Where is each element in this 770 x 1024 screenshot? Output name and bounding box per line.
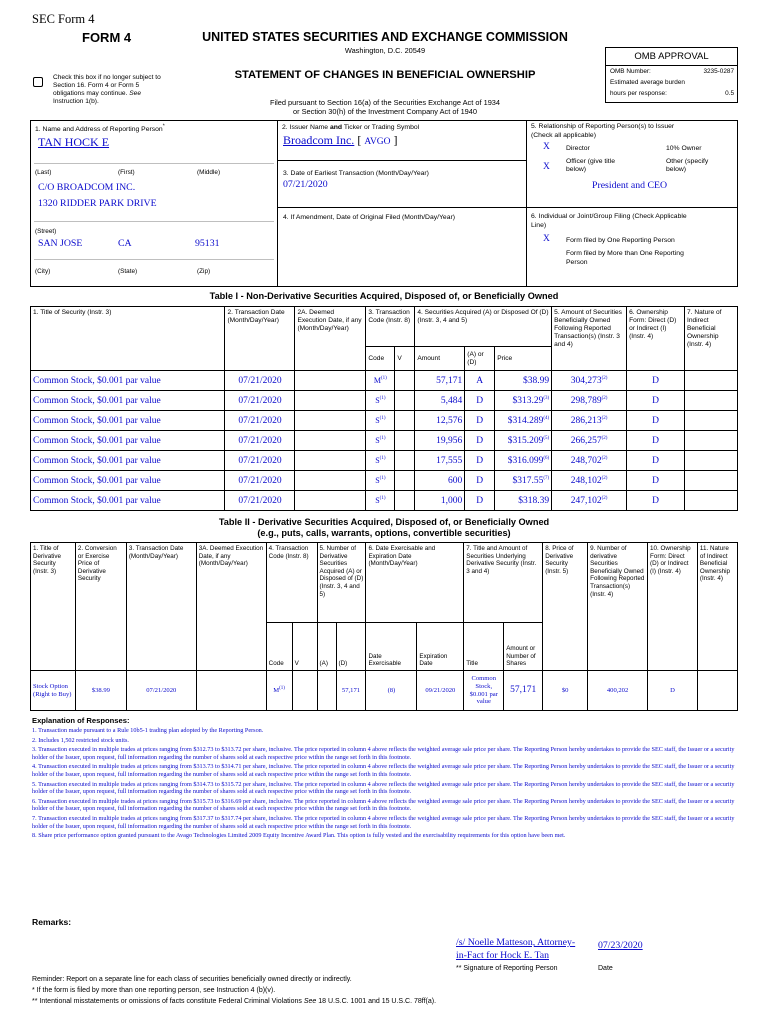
t1-amount: 5,484	[415, 391, 465, 411]
t1-v	[395, 371, 415, 391]
t2-header-11: 11. Nature of Indirect Beneficial Ownership (Instr. 4)	[697, 543, 737, 671]
issuer-name-link[interactable]: Broadcom Inc.	[283, 133, 355, 147]
t1-price: $38.99	[495, 371, 552, 391]
t2-header-2: 2. Conversion or Exercise Price of Derivative Security	[75, 543, 126, 671]
t2-header-10: 10. Ownership Form: Direct (D) or Indirect (I) (Instr. 4)	[648, 543, 698, 671]
t2-row-date: 07/21/2020	[126, 671, 196, 711]
t2-sub-v: V	[292, 623, 317, 671]
box5-label: 5. Relationship of Reporting Person(s) to Issuer (Check all applicable)	[531, 123, 675, 139]
table-row	[31, 451, 738, 471]
box6-label: 6. Individual or Joint/Group Filing (Check Applicable Line)	[531, 213, 687, 229]
t1-header-date: 2. Transaction Date (Month/Day/Year)	[225, 307, 295, 371]
t1-title: Common Stock, $0.001 par value	[31, 491, 225, 511]
t1-aord: D	[465, 451, 495, 471]
t2-row-underlying-amount: 57,171	[504, 671, 543, 711]
footnote: 7. Transaction executed in multiple trades at prices ranging from $317.37 to $317.74 per share, inclusive. The price reported in column 4 above reflects the weighted average sale price per share. The Reporting Person hereby undertakes to provide the SEC staff, the Issuer or a security holder of the Issuer, upon request, full information regarding the number of shares sold at each respective price within the range set forth in this footnote.	[32, 814, 735, 830]
t2-row-owned: 400,202	[588, 671, 648, 711]
t1-owned: 286,213$^{(2)}$	[552, 411, 627, 431]
t2-row-deemed	[196, 671, 266, 711]
t1-aord: D	[465, 411, 495, 431]
t1-date: 07/21/2020	[225, 391, 295, 411]
middle-label: (Middle)	[197, 169, 221, 176]
t1-price: $315.209$^{(5)}$	[495, 431, 552, 451]
t1-header-form: 6. Ownership Form: Direct (D) or Indirect (I) (Instr. 4)	[627, 307, 685, 371]
t1-aord: D	[465, 491, 495, 511]
t1-title: Common Stock, $0.001 par value	[31, 391, 225, 411]
t2-header-5: 5. Number of Derivative Securities Acquired (A) or Disposed of (D) (Instr. 3, 4 and 5)	[317, 543, 366, 623]
t1-date: 07/21/2020	[225, 491, 295, 511]
t1-sub-price: Price	[495, 347, 552, 371]
t1-owned: 304,273$^{(2)}$	[552, 371, 627, 391]
t2-row-exercisable: (8)	[366, 671, 417, 711]
zip-value: 95131	[195, 238, 220, 249]
t1-nature	[684, 471, 737, 491]
footnotes	[32, 727, 738, 842]
t1-price: $313.29$^{(3)}$	[495, 391, 552, 411]
footnote: 8. Share price performance option granted pursuant to the Avago Technologies Limited 2009 Equity Incentive Award Plan. This option is fully vested and the exercisability requirements for this option have been met.	[32, 832, 566, 840]
omb-burden-label: Estimated average burden	[610, 79, 685, 86]
table-row	[31, 391, 738, 411]
t2-row-price: $38.99	[75, 671, 126, 711]
t1-price: $316.099$^{(6)}$	[495, 451, 552, 471]
t2-row-v	[292, 671, 317, 711]
t2-header-9: 9. Number of derivative Securities Beneficially Owned Following Reported Transaction(s) (Instr. 4)	[588, 543, 648, 671]
t1-header-amount-owned: 5. Amount of Securities Beneficially Owned Following Reported Transaction(s) (Instr. 3 and 4)	[552, 307, 627, 371]
non-derivative-table	[30, 306, 738, 511]
signature-date: 07/23/2020	[598, 940, 643, 951]
first-label: (First)	[118, 169, 135, 176]
address-line-2: 1320 RIDDER PARK DRIVE	[38, 198, 157, 209]
t1-owned: 298,789$^{(2)}$	[552, 391, 627, 411]
t1-amount: 600	[415, 471, 465, 491]
t2-header-3: 3. Transaction Date (Month/Day/Year)	[126, 543, 196, 671]
box1-label: 1. Name and Address of Reporting Person*	[35, 123, 165, 133]
explanation-label: Explanation of Responses:	[32, 716, 130, 725]
t1-nature	[684, 411, 737, 431]
t1-v	[395, 411, 415, 431]
ten-percent-owner-label: 10% Owner	[666, 145, 702, 152]
reminder: Reminder: Report on a separate line for each class of securities beneficially owned directly or indirectly. * If the form is filed by more than one reporting person, see Instruction 4 (b)(v). ** Intentional misstatements or omissions of facts constitute Federal Criminal Violations See 18 U.S.C. 1001 and 15 U.S.C. 78ff(a).	[32, 976, 437, 1005]
officer-title: President and CEO	[592, 180, 668, 191]
t1-amount: 12,576	[415, 411, 465, 431]
t1-title: Common Stock, $0.001 par value	[31, 451, 225, 471]
t1-owned: 266,257$^{(2)}$	[552, 431, 627, 451]
t2-sub-code: Code	[266, 623, 292, 671]
last-label: (Last)	[35, 169, 52, 176]
t1-deemed	[295, 471, 366, 491]
t2-sub-d: (D)	[336, 623, 366, 671]
zip-label: (Zip)	[197, 268, 211, 275]
t2-header-7: 7. Title and Amount of Securities Underlying Derivative Security (Instr. 3 and 4)	[464, 543, 543, 623]
t1-date: 07/21/2020	[225, 471, 295, 491]
box4-label: 4. If Amendment, Date of Original Filed (Month/Day/Year)	[283, 214, 456, 221]
t1-amount: 17,555	[415, 451, 465, 471]
t2-header-6: 6. Date Exercisable and Expiration Date (Month/Day/Year)	[366, 543, 464, 623]
omb-hours-value: 0.5	[725, 90, 734, 97]
omb-title: OMB APPROVAL	[606, 48, 737, 66]
ticker-symbol: AVGO	[364, 137, 391, 147]
t2-header-3a: 3A. Deemed Execution Date, if any (Month/Day/Year)	[196, 543, 266, 671]
one-reporting-person-mark[interactable]: X	[543, 234, 550, 244]
t2-row-code: $M^{(1)}$	[266, 671, 292, 711]
t1-sub-code: Code	[366, 347, 395, 371]
t1-price: $314.289$^{(4)}$	[495, 411, 552, 431]
filed-pursuant: Filed pursuant to Section 16(a) of the Securities Exchange Act of 1934 or Section 30(h) of the Investment Company Act of 1940	[269, 98, 501, 116]
t1-form: D	[627, 431, 685, 451]
t1-nature	[684, 451, 737, 471]
t1-nature	[684, 491, 737, 511]
t1-code: $S^{(1)}$	[366, 451, 395, 471]
t1-aord: D	[465, 431, 495, 451]
t1-code: $S^{(1)}$	[366, 471, 395, 491]
t1-v	[395, 431, 415, 451]
signature-label: ** Signature of Reporting Person	[456, 965, 558, 972]
state-label: (State)	[118, 268, 138, 275]
t1-header-code: 3. Transaction Code (Instr. 8)	[366, 307, 415, 347]
t2-header-4: 4. Transaction Code (Instr. 8)	[266, 543, 317, 623]
page-tab-title: SEC Form 4	[32, 12, 95, 26]
agency-name: UNITED STATES SECURITIES AND EXCHANGE COMMISSION	[202, 30, 568, 44]
t1-aord: D	[465, 471, 495, 491]
table-row	[31, 671, 738, 711]
t1-aord: D	[465, 391, 495, 411]
t2-row-a	[317, 671, 336, 711]
t1-header-acquired: 4. Securities Acquired (A) or Disposed Of (D) (Instr. 3, 4 and 5)	[415, 307, 552, 347]
city-label: (City)	[35, 268, 51, 275]
t1-date: 07/21/2020	[225, 451, 295, 471]
t1-header-deemed: 2A. Deemed Execution Date, if any (Month/Day/Year)	[295, 307, 366, 371]
t1-price: $317.55$^{(7)}$	[495, 471, 552, 491]
t1-aord: A	[465, 371, 495, 391]
t1-title: Common Stock, $0.001 par value	[31, 371, 225, 391]
omb-number-label: OMB Number:	[610, 68, 651, 75]
omb-hours-label: hours per response:	[610, 90, 667, 97]
t2-sub-exercisable: Date Exercisable	[366, 623, 417, 671]
t1-date: 07/21/2020	[225, 411, 295, 431]
t1-code: $S^{(1)}$	[366, 411, 395, 431]
officer-mark[interactable]: X	[543, 162, 550, 172]
director-label: Director	[566, 145, 590, 152]
t1-deemed	[295, 491, 366, 511]
more-reporting-person-label: Form filed by More than One Reporting Person	[566, 250, 684, 266]
t1-form: D	[627, 371, 685, 391]
t2-row-form: D	[648, 671, 698, 711]
t1-code: $S^{(1)}$	[366, 391, 395, 411]
t1-amount: 57,171	[415, 371, 465, 391]
t1-form: D	[627, 491, 685, 511]
t1-deemed	[295, 371, 366, 391]
t1-form: D	[627, 391, 685, 411]
t1-form: D	[627, 471, 685, 491]
t1-owned: 248,702$^{(2)}$	[552, 451, 627, 471]
t2-sub-expiration: Expiration Date	[417, 623, 464, 671]
t1-title: Common Stock, $0.001 par value	[31, 411, 225, 431]
t1-header-title: 1. Title of Security (Instr. 3)	[31, 307, 225, 371]
table-row	[31, 471, 738, 491]
t2-row-expiration: 09/21/2020	[417, 671, 464, 711]
t1-owned: 248,102$^{(2)}$	[552, 471, 627, 491]
t1-v	[395, 471, 415, 491]
derivative-table	[30, 542, 738, 711]
t1-sub-aord: (A) or (D)	[465, 347, 495, 371]
table-row	[31, 411, 738, 431]
state-value: CA	[118, 238, 132, 249]
statement-title: STATEMENT OF CHANGES IN BENEFICIAL OWNERSHIP	[234, 69, 536, 81]
footnote: 3. Transaction executed in multiple trades at prices ranging from $312.73 to $313.72 per share, inclusive. The price reported in column 4 above reflects the weighted average sale price per share. The Reporting Person hereby undertakes to provide the SEC staff, the Issuer or a security holder of the Issuer, upon request, full information regarding the number of shares sold at each respective price within the range set forth in this footnote.	[32, 746, 735, 761]
address-line-1: C/O BROADCOM INC.	[38, 182, 136, 193]
officer-label: Officer (give title below)	[566, 158, 615, 173]
other-label: Other (specify below)	[666, 158, 709, 173]
table-row	[31, 491, 738, 511]
street-label: (Street)	[35, 228, 57, 235]
t1-nature	[684, 371, 737, 391]
one-reporting-person-label: Form filed by One Reporting Person	[566, 237, 675, 244]
t2-row-d: 57,171	[336, 671, 366, 711]
t1-nature	[684, 391, 737, 411]
t1-code: $S^{(1)}$	[366, 431, 395, 451]
t1-date: 07/21/2020	[225, 371, 295, 391]
t1-header-nature: 7. Nature of Indirect Beneficial Ownership (Instr. 4)	[684, 307, 737, 371]
reporting-person-name[interactable]: TAN HOCK E	[38, 135, 110, 149]
issuer-line: Broadcom Inc. [ AVGO ]	[283, 133, 398, 147]
t1-form: D	[627, 451, 685, 471]
t1-deemed	[295, 411, 366, 431]
t1-sub-v: V	[395, 347, 415, 371]
t2-header-8: 8. Price of Derivative Security (Instr. 5)	[543, 543, 588, 671]
form-id: FORM 4	[82, 30, 132, 45]
t1-code: $M^{(1)}$	[366, 371, 395, 391]
t1-form: D	[627, 411, 685, 431]
table-row	[31, 431, 738, 451]
t1-deemed	[295, 391, 366, 411]
t1-amount: 1,000	[415, 491, 465, 511]
footnote: 5. Transaction executed in multiple trades at prices ranging from $314.73 to $315.72 per share, inclusive. The price reported in column 4 above reflects the weighted average sale price per share. The Reporting Person hereby undertakes to provide the SEC staff, the Issuer or a security holder of the Issuer, upon request, full information regarding the number of shares sold at each respective price within the range set forth in this footnote.	[32, 780, 735, 796]
no-longer-subject-checkbox[interactable]	[33, 77, 43, 87]
t1-owned: 247,102$^{(2)}$	[552, 491, 627, 511]
earliest-transaction-date: 07/21/2020	[283, 179, 328, 190]
t2-header-1: 1. Title of Derivative Security (Instr. 3)	[31, 543, 76, 671]
box2-label: 2. Issuer Name and Ticker or Trading Symbol	[282, 124, 420, 131]
t1-amount: 19,956	[415, 431, 465, 451]
t1-price: $318.39	[495, 491, 552, 511]
box3-label: 3. Date of Earliest Transaction (Month/Day/Year)	[283, 170, 429, 177]
t1-sub-amount: Amount	[415, 347, 465, 371]
t1-date: 07/21/2020	[225, 431, 295, 451]
t2-row-title: Stock Option (Right to Buy)	[31, 671, 76, 711]
t2-sub-a: (A)	[317, 623, 336, 671]
t1-v	[395, 391, 415, 411]
t1-deemed	[295, 431, 366, 451]
t1-v	[395, 451, 415, 471]
t1-title: Common Stock, $0.001 par value	[31, 431, 225, 451]
omb-number-value: 3235-0287	[703, 68, 734, 75]
date-label: Date	[598, 965, 613, 972]
agency-location: Washington, D.C. 20549	[344, 46, 426, 55]
t1-code: $S^{(1)}$	[366, 491, 395, 511]
t2-row-derivative-price: $0	[543, 671, 588, 711]
footnote: 6. Transaction executed in multiple trades at prices ranging from $315.73 to $316.69 per share, inclusive. The price reported in column 4 above reflects the weighted average sale price per share. The Reporting Person hereby undertakes to provide the SEC staff, the Issuer or a security holder of the Issuer, upon request, full information regarding the number of shares sold at each respective price within the range set forth in this footnote.	[32, 797, 735, 813]
signature-name[interactable]: /s/ Noelle Matteson, Attorney- in-Fact for Hock E. Tan	[456, 937, 576, 961]
director-mark[interactable]: X	[543, 142, 550, 152]
checkbox-instructions: Check this box if no longer subject to Section 16. Form 4 or Form 5 obligations may continue. See Instruction 1(b).	[53, 74, 161, 105]
t1-v	[395, 491, 415, 511]
t2-row-underlying-title: Common Stock, $0.001 par value	[464, 671, 504, 711]
t2-row-nature	[697, 671, 737, 711]
omb-approval-box	[605, 47, 738, 103]
t1-nature	[684, 431, 737, 451]
city-value: SAN JOSE	[38, 238, 83, 249]
table-row	[31, 371, 738, 391]
remarks-label: Remarks:	[32, 917, 72, 927]
footnote: 4. Transaction executed in multiple trades at prices ranging from $313.73 to $314.71 per share, inclusive. The price reported in column 4 above reflects the weighted average sale price per share. The Reporting Person hereby undertakes to provide the SEC staff, the Issuer or a security holder of the Issuer, upon request, full information regarding the number of shares sold at each respective price within the range set forth in this footnote.	[32, 763, 735, 778]
t2-sub-title: Title	[464, 623, 504, 671]
t1-title: Common Stock, $0.001 par value	[31, 471, 225, 491]
table1-title: Table I - Non-Derivative Securities Acquired, Disposed of, or Beneficially Owned	[209, 291, 559, 301]
t1-deemed	[295, 451, 366, 471]
footnote: 1. Transaction made pursuant to a Rule 10b5-1 trading plan adopted by the Reporting Person.	[32, 727, 264, 734]
t2-sub-amount: Amount or Number of Shares	[504, 623, 543, 671]
table2-title: Table II - Derivative Securities Acquired, Disposed of, or Beneficially Owned (e.g., puts, calls, warrants, options, convertible securities)	[218, 517, 550, 538]
footnote: 2. Includes 1,502 restricted stock units.	[32, 736, 129, 744]
